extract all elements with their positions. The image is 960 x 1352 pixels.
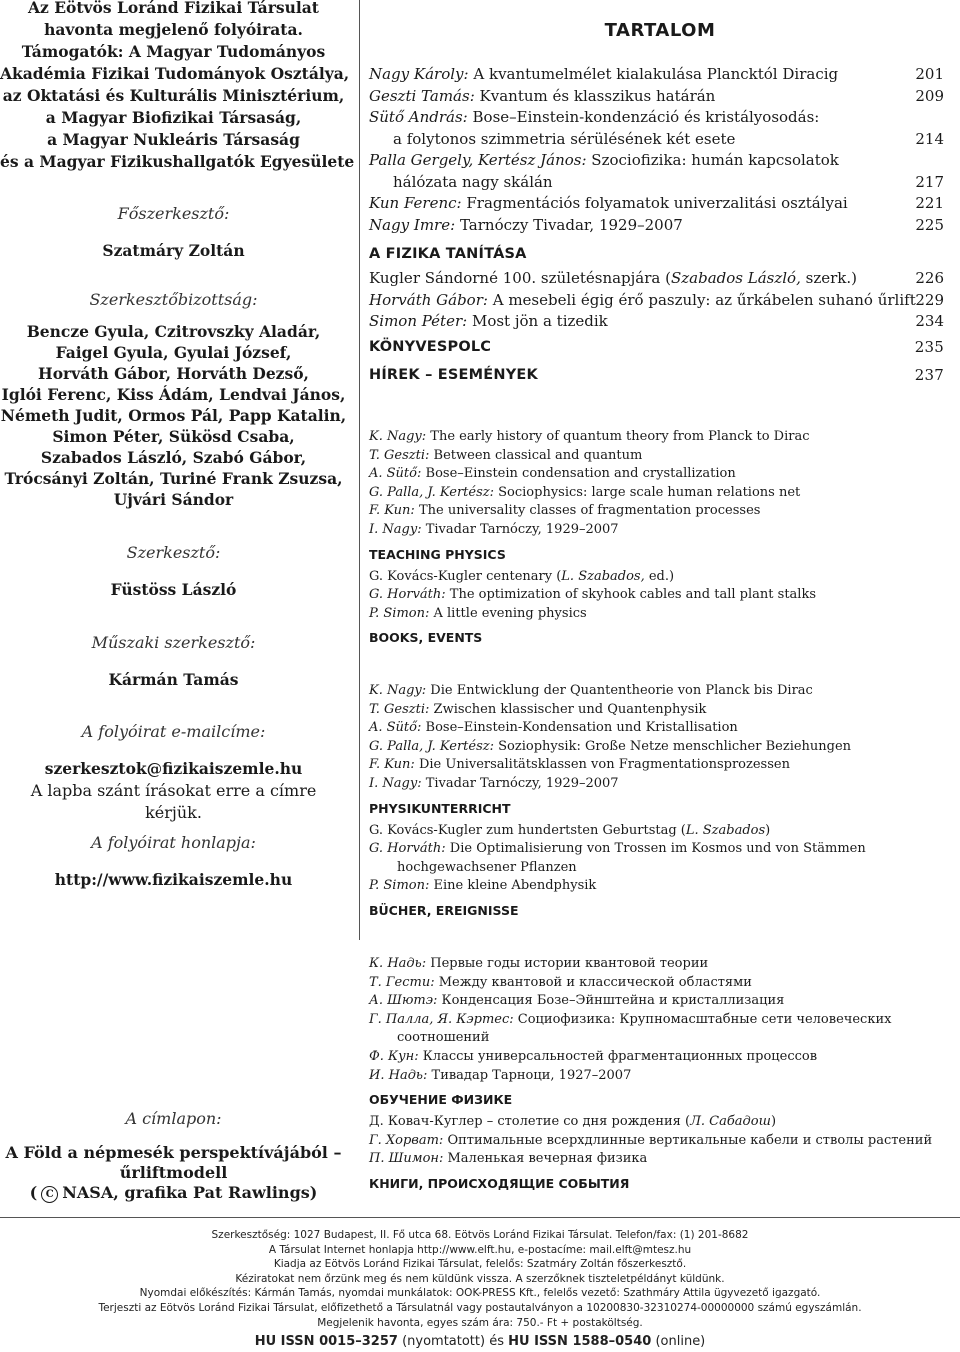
editor-in-chief-label: Főszerkesztő: xyxy=(117,204,230,223)
toc-entry[interactable] xyxy=(369,64,944,86)
section-heading-news[interactable] xyxy=(369,361,944,389)
board-line: Németh Judit, Ormos Pál, Papp Katalin, xyxy=(0,406,347,425)
translated-entry xyxy=(369,701,929,720)
toc-page: 234 xyxy=(915,312,944,330)
board-line: Iglói Ferenc, Kiss Ádám, Lendvai János, xyxy=(1,385,346,404)
column-divider xyxy=(359,0,360,940)
toc-page: 229 xyxy=(915,290,944,309)
translated-author: A. Sütő: xyxy=(369,466,422,482)
toc-author: Kun Ferenc: xyxy=(369,194,462,212)
translated-title: Sociophysics: large scale human relations net xyxy=(498,484,801,500)
translated-entry xyxy=(369,974,929,993)
email-block xyxy=(0,721,347,824)
cover-title-line xyxy=(0,1183,347,1203)
translated-title: ed.) xyxy=(644,568,675,584)
translated-entry xyxy=(369,1113,929,1132)
imprint-line: Terjeszti az Eötvös Loránd Fizikai Társulat, előfizethető a Társulatnál vagy postautalványon a 10200830-32310274-00000000 számú egyszámlán. xyxy=(98,1301,862,1314)
translated-title: Первые годы истории квантовой теории xyxy=(430,956,709,971)
news-label: HÍREK – ESEMÉNYEK xyxy=(369,366,538,383)
translated-title: Die Universalitätsklassen von Fragmentationsprozessen xyxy=(418,757,790,773)
toc-entry[interactable] xyxy=(369,311,944,333)
translated-author: L. Szabados xyxy=(685,822,766,838)
translated-section-heading: BÜCHER, EREIGNISSE xyxy=(369,902,519,918)
toc-entry-continued[interactable] xyxy=(369,172,944,194)
translated-title: Die Optimalisierung von Trossen im Kosmos und von Stämmen xyxy=(449,841,866,857)
translated-entry xyxy=(369,465,929,484)
translated-title: Zwischen klassischer und Quantenphysik xyxy=(433,701,707,717)
toc-entry-continued[interactable] xyxy=(369,129,944,151)
toc-page: 214 xyxy=(915,129,944,148)
imprint-line: Kiadja az Eötvös Loránd Fizikai Társulat, felelős: Szatmáry Zoltán főszerkesztő. xyxy=(273,1258,687,1271)
translated-section-heading: PHYSIKUNTERRICHT xyxy=(369,800,511,816)
tech-editor-name: Kármán Tamás xyxy=(108,670,239,689)
toc-entry[interactable] xyxy=(369,193,944,215)
toc-page: 237 xyxy=(914,365,944,384)
translated-entry xyxy=(369,1011,929,1030)
toc-article-title: Most jön a tizedik xyxy=(471,312,608,330)
toc-entry[interactable] xyxy=(369,86,944,108)
editor-label: Szerkesztő: xyxy=(126,543,221,562)
editor-name: Füstöss László xyxy=(110,580,237,599)
homepage-link[interactable]: http://www.fizikaiszemle.hu xyxy=(54,870,293,889)
translated-entry xyxy=(369,719,929,738)
translated-entry xyxy=(369,521,929,540)
toc-article-title: Bose–Einstein-kondenzáció és kristályosodás: xyxy=(472,108,820,126)
translated-title: Tivadar Tarnóczy, 1929–2007 xyxy=(425,521,619,537)
translated-title: Bose–Einstein-Kondensation und Kristallisation xyxy=(425,720,738,736)
toc-article-title: A mesebeli égig érő paszuly: az űrkábelen suhanó űrlift xyxy=(492,290,916,309)
translated-entry xyxy=(369,568,929,587)
translated-entry xyxy=(369,682,929,701)
translated-entry xyxy=(369,955,929,974)
publisher-line: Az Eötvös Loránd Fizikai Társulat xyxy=(28,0,319,17)
toc-title: TARTALOM xyxy=(604,20,716,41)
translated-author: G. Horváth: xyxy=(369,587,446,603)
translated-entry xyxy=(369,502,929,521)
editorial-board-block xyxy=(0,289,347,510)
board-line: Bencze Gyula, Czitrovszky Aladár, xyxy=(26,322,321,341)
translated-entry xyxy=(369,992,929,1011)
translated-entry xyxy=(369,1150,929,1169)
board-line: Faigel Gyula, Gyulai József, xyxy=(55,343,292,362)
translated-author: И. Надь: xyxy=(369,1067,428,1083)
translated-section-heading: TEACHING PHYSICS xyxy=(369,546,506,562)
toc-page: 225 xyxy=(915,215,944,234)
board-line: Szabados László, Szabó Gábor, xyxy=(40,448,307,467)
translated-entry xyxy=(369,877,929,896)
translated-title: hochgewachsener Pflanzen xyxy=(397,859,577,875)
imprint-line: A Társulat Internet honlapja http://www.elft.hu, e-postacíme: mail.elft@mtesz.hu xyxy=(268,1243,692,1256)
toc-author: Nagy Károly: xyxy=(369,65,469,83)
toc-russian xyxy=(369,955,933,1197)
toc-author: Simon Péter: xyxy=(369,312,468,330)
translated-author: К. Надь: xyxy=(369,956,427,971)
imprint-line: Megjelenik havonta, egyes szám ára: 750.- Ft + postaköltség. xyxy=(317,1316,643,1329)
translated-author: G. Palla, J. Kertész: xyxy=(369,484,494,500)
editorial-board-members xyxy=(0,321,347,510)
translated-entry xyxy=(369,1048,929,1067)
toc-article-title: Kugler Sándorné 100. születésnapjára ( xyxy=(369,269,671,287)
translated-author: F. Kun: xyxy=(369,757,415,773)
toc-author: Sütő András: xyxy=(369,108,468,126)
toc-hungarian xyxy=(369,64,944,389)
translated-entry xyxy=(369,484,929,503)
translated-title: Tivadar Tarnóczy, 1929–2007 xyxy=(425,775,619,791)
translated-author: T. Geszti: xyxy=(369,447,430,463)
translated-author: I. Nagy: xyxy=(369,775,422,791)
imprint-line: Szerkesztőség: 1027 Budapest, II. Fő utca 68. Eötvös Loránd Fizikai Társulat. Telefon/fax: (1) 201-8682 xyxy=(211,1229,749,1241)
toc-article-title: szerk.) xyxy=(800,269,857,287)
translated-entry xyxy=(369,822,929,841)
editor-in-chief-block xyxy=(0,203,347,262)
bookshelf-label: KÖNYVESPOLC xyxy=(369,338,492,355)
issn-line xyxy=(0,1332,960,1352)
translated-entry-continued xyxy=(369,1029,929,1048)
cover-title-line: űrliftmodell xyxy=(119,1163,228,1182)
publisher-line: és a Magyar Fizikushallgatók Egyesülete xyxy=(0,152,355,171)
translated-title: Тивадар Тарноци, 1927–2007 xyxy=(431,1067,632,1083)
translated-title: Маленькая вечерная физика xyxy=(447,1151,648,1167)
section-heading-bookshelf[interactable] xyxy=(369,333,944,361)
toc-author: Szabados László, xyxy=(670,269,801,287)
translated-title: ) xyxy=(770,1114,777,1130)
toc-page: 201 xyxy=(915,65,944,83)
toc-article-title: Szociofizika: humán kapcsolatok xyxy=(591,151,839,169)
publisher-line: havonta megjelenő folyóirata. xyxy=(44,20,303,39)
toc-author: Horváth Gábor: xyxy=(369,290,488,309)
board-line: Trócsányi Zoltán, Turiné Frank Zsuzsa, xyxy=(4,469,343,488)
toc-english xyxy=(369,428,929,651)
toc-entry[interactable] xyxy=(369,107,944,129)
translated-section-heading: BOOKS, EVENTS xyxy=(369,630,483,646)
issn-online-note: (online) xyxy=(651,1334,706,1350)
toc-author: Geszti Tamás: xyxy=(369,86,475,105)
translated-section-heading: КНИГИ, ПРОИСХОДЯЩИЕ СОБЫТИЯ xyxy=(369,1175,630,1191)
translated-entry xyxy=(369,775,929,794)
toc-page: 226 xyxy=(915,269,944,287)
translated-entry xyxy=(369,738,929,757)
translated-author: K. Nagy: xyxy=(369,429,427,444)
cover-label: A címlapon: xyxy=(125,1109,222,1128)
translated-author: A. Sütő: xyxy=(369,720,422,736)
translated-entry xyxy=(369,605,929,624)
translated-author: T. Geszti: xyxy=(369,701,430,717)
translated-title: The early history of quantum theory from Planck to Dirac xyxy=(430,429,810,444)
section-heading-teaching: A FIZIKA TANÍTÁSA xyxy=(369,246,527,262)
toc-page: 235 xyxy=(914,337,944,356)
translated-entry xyxy=(369,447,929,466)
translated-author: P. Simon: xyxy=(369,878,430,894)
toc-article-title: hálózata nagy skálán xyxy=(393,172,553,191)
translated-entry xyxy=(369,840,929,859)
translated-section-heading: ОБУЧЕНИЕ ФИЗИКЕ xyxy=(369,1092,513,1108)
toc-article-title: Kvantum és klasszikus határán xyxy=(479,86,716,105)
translated-title: Die Entwicklung der Quantentheorie von Planck bis Dirac xyxy=(430,683,813,698)
board-line: Horváth Gábor, Horváth Dezső, xyxy=(38,364,309,383)
translated-author: L. Szabados, xyxy=(561,568,645,584)
translated-entry xyxy=(369,1067,929,1086)
tech-editor-label: Műszaki szerkesztő: xyxy=(91,633,256,652)
toc-page: 217 xyxy=(915,172,944,191)
homepage-block xyxy=(0,832,347,891)
cover-title-line: A Föld a népmesék perspektívájából – xyxy=(5,1143,342,1162)
editor-block xyxy=(0,542,347,601)
translated-author: F. Kun: xyxy=(369,503,415,519)
translated-entry-continued xyxy=(369,859,929,878)
toc-entry[interactable] xyxy=(369,150,944,172)
toc-page: 221 xyxy=(915,194,944,212)
translated-title: Bose–Einstein condensation and crystallization xyxy=(425,466,736,482)
editorial-board-label: Szerkesztőbizottság: xyxy=(89,290,258,309)
translated-title: Between classical and quantum xyxy=(433,447,643,463)
editor-in-chief-name: Szatmáry Zoltán xyxy=(102,241,245,260)
translated-author: Г. Хорват: xyxy=(369,1132,444,1148)
toc-author: Nagy Imre: xyxy=(369,215,456,234)
copyright-icon: C xyxy=(41,1186,58,1203)
imprint-line: Nyomdai előkészítés: Kármán Tamás, nyomdai munkálatok: OOK-PRESS Kft., felelős vezető: Szathmáry Attila ügyvezető igazgató. xyxy=(139,1287,821,1300)
translated-title: Soziophysik: Große Netze menschlicher Beziehungen xyxy=(498,738,852,754)
publisher-line: a Magyar Biofizikai Társaság, xyxy=(45,108,302,127)
translated-title: A little evening physics xyxy=(433,605,587,621)
board-line: Ujvári Sándor xyxy=(113,490,234,509)
toc-entry[interactable] xyxy=(369,290,944,312)
publisher-line: a Magyar Nukleáris Társaság xyxy=(47,130,300,149)
toc-author: Palla Gergely, Kertész János: xyxy=(369,151,587,169)
imprint-line: Kéziratokat nem őrzünk meg és nem küldünk vissza. A szerzőknek tiszteletpéldányt küldünk. xyxy=(235,1272,725,1285)
toc-page: 209 xyxy=(915,86,944,105)
translated-entry xyxy=(369,1132,933,1151)
translated-author: Г. Палла, Я. Кэртес: xyxy=(369,1011,514,1027)
board-line: Simon Péter, Sükösd Csaba, xyxy=(52,427,295,446)
translated-author: Т. Гести: xyxy=(369,974,435,990)
translated-entry xyxy=(369,586,929,605)
toc-entry[interactable] xyxy=(369,215,944,237)
toc-article-title: a folytonos szimmetria sérülésének két esete xyxy=(393,129,736,148)
translated-title: соотношений xyxy=(397,1030,490,1046)
toc-article-title: Tarnóczy Tivadar, 1929–2007 xyxy=(459,215,683,234)
email-address[interactable]: szerkesztok@fizikaiszemle.hu xyxy=(44,759,303,778)
cover-credit: NASA, grafika Pat Rawlings) xyxy=(62,1183,318,1202)
translated-author: Ф. Кун: xyxy=(369,1048,419,1064)
translated-entry xyxy=(369,756,929,775)
publisher-line: az Oktatási és Kulturális Minisztérium, xyxy=(2,86,345,105)
translated-title: The universality classes of fragmentation processes xyxy=(418,503,761,519)
issn-print: HU ISSN 0015–3257 xyxy=(254,1334,398,1350)
translated-title: Д. Ковач-Куглер – столетие со дня рождения ( xyxy=(369,1114,691,1130)
translated-author: K. Nagy: xyxy=(369,683,427,698)
translated-title: Классы универсальностей фрагментационных процессов xyxy=(422,1048,818,1064)
toc-article-title: Fragmentációs folyamatok univerzalitási osztályai xyxy=(466,194,848,212)
cover-paren: ( xyxy=(29,1183,38,1202)
translated-title: G. Kovács-Kugler zum hundertsten Geburtstag ( xyxy=(369,822,686,838)
toc-entry[interactable] xyxy=(369,268,944,290)
cover-title xyxy=(0,1143,347,1203)
translated-author: Л. Сабадош xyxy=(690,1114,771,1130)
tech-editor-block xyxy=(0,632,347,691)
cover-caption xyxy=(0,1108,347,1203)
translated-title: Оптимальные всерхдлинные вертикальные кабели и стволы растений xyxy=(447,1132,933,1148)
publisher-info xyxy=(0,0,355,173)
translated-title: ) xyxy=(765,822,771,838)
publisher-line: Akadémia Fizikai Tudományok Osztálya, xyxy=(0,64,350,83)
translated-author: G. Palla, J. Kertész: xyxy=(369,738,494,754)
translated-author: П. Шимон: xyxy=(369,1151,444,1167)
translated-title: The optimization of skyhook cables and tall plant stalks xyxy=(449,587,816,603)
translated-author: I. Nagy: xyxy=(369,521,422,537)
translated-title: Конденсация Бозе–Эйнштейна и кристаллизация xyxy=(441,993,785,1009)
email-label: A folyóirat e-mailcíme: xyxy=(81,722,266,741)
homepage-label: A folyóirat honlapja: xyxy=(91,833,256,852)
footer-divider xyxy=(0,1217,960,1218)
imprint-footer xyxy=(0,1228,960,1352)
translated-author: P. Simon: xyxy=(369,605,430,621)
translated-author: G. Horváth: xyxy=(369,841,446,857)
translated-entry xyxy=(369,428,929,447)
email-note: A lapba szánt írásokat erre a címre kérjük. xyxy=(30,781,317,822)
translated-title: G. Kovács-Kugler centenary ( xyxy=(369,568,562,584)
issn-online: HU ISSN 1588–0540 xyxy=(508,1334,652,1350)
translated-title: Между квантовой и классической областями xyxy=(438,974,752,990)
toc-german xyxy=(369,682,929,924)
translated-title: Eine kleine Abendphysik xyxy=(433,878,597,894)
issn-print-note: (nyomtatott) és xyxy=(397,1334,509,1350)
translated-title: Социофизика: Крупномасштабные сети человеческих xyxy=(517,1011,892,1027)
toc-article-title: A kvantumelmélet kialakulása Plancktól Diracig xyxy=(473,65,839,83)
translated-author: А. Шютэ: xyxy=(369,993,438,1009)
publisher-line: Támogatók: A Magyar Tudományos xyxy=(21,42,326,61)
